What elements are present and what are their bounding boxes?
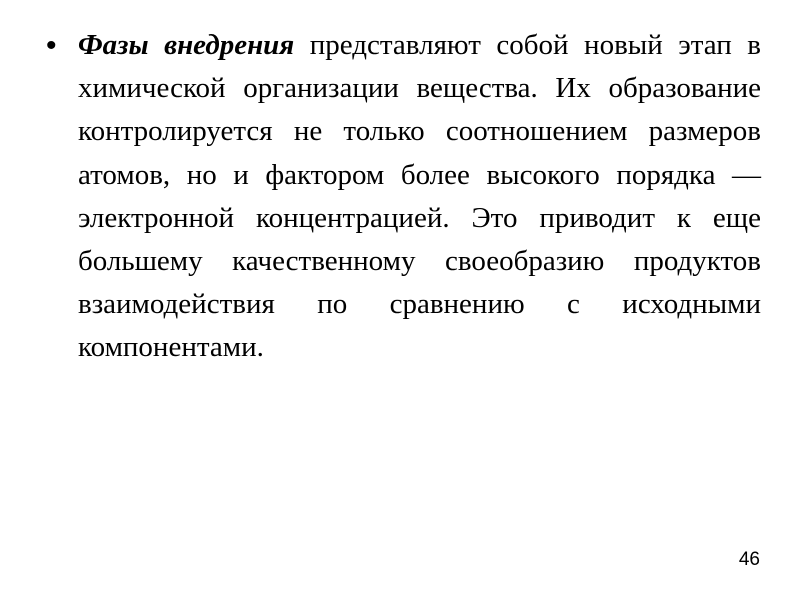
bullet-icon: •	[46, 29, 57, 62]
bullet-paragraph	[78, 24, 761, 370]
term-phases-of-interstitial: Фазы внедрения	[78, 29, 295, 61]
paragraph-body: представляют собой новый этап в химической организации вещества. Их образование контролируется не только соотношением размеров атомов, но и фактором более высокого порядка — электронной концентрацией. Это приводит к еще большему качественному своеобразию продуктов взаимодействия по сравнению с исходными компонентами.	[78, 29, 761, 364]
bullet-item	[46, 24, 761, 370]
page-number: 46	[738, 549, 760, 570]
